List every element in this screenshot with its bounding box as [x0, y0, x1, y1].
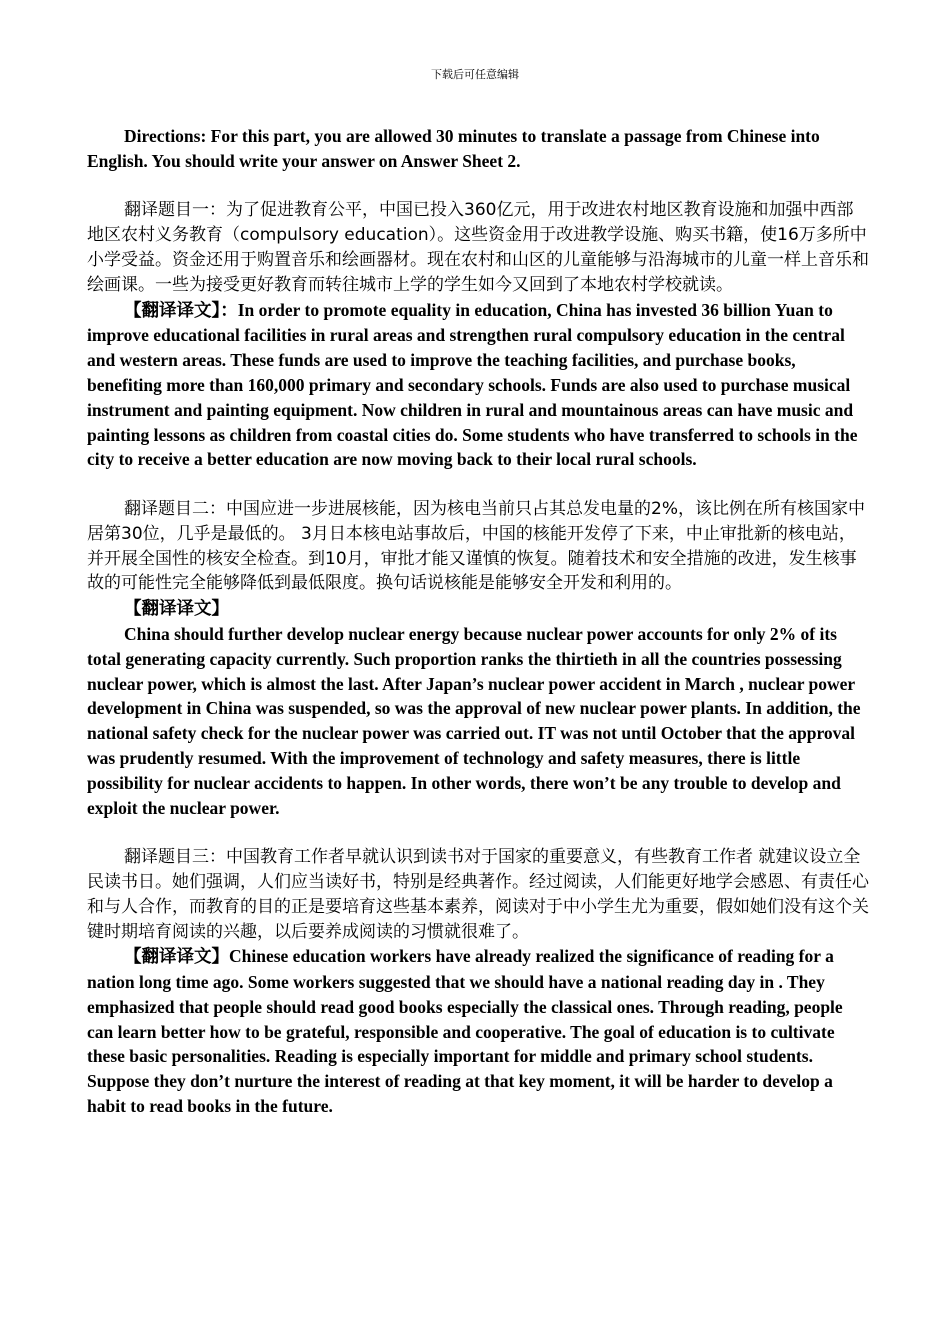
question-1-prompt: 翻译题目一：为了促进教育公平，中国已投入360亿元，用于改进农村地区教育设施和加强中西部地区农村义务教育（compulsory education）。这些资金用于改进教学设施、购买书籍，使16万多所中小学受益。资金还用于购置音乐和绘画器材。现在农村和山区的儿童能够与沿海城市的儿童一样上音乐和绘画课。一些为接受更好教育而转往城市上学的学生如今又回到了本地农村学校就读。: [87, 200, 869, 295]
question-3-prompt: 翻译题目三：中国教育工作者早就认识到读书对于国家的重要意义，有些教育工作者 就建议设立全民读书日。她们强调，人们应当读好书，特别是经典著作。经过阅读，人们能更好地学会感恩、有责任心和与人合作，而教育的目的正是要培育这些基本素养，阅读对于中小学生尤为重要，假如她们没有这个关键时期培育阅读的兴趣，以后要养成阅读的习惯就很难了。: [87, 847, 869, 942]
question-2-answer: China should further develop nuclear energy because nuclear power accounts for only 2% of its total generating capacity currently. Such proportion ranks the thirtieth in all the countries possessing nuclear power, which is almost the last. After Japan’s nuclear power accident in March , nuclear power development in China was suspended, so was the approval of new nuclear power plants. In addition, the national safety check for the nuclear power was carried out. IT was not until October that the approval was prudently resumed. With the improvement of technology and safety measures, there is little possibility for nuclear accidents to happen. In other words, there won’t be any trouble to develop and exploit the nuclear power.: [87, 623, 861, 818]
label-colon: ：: [220, 300, 238, 321]
question-1-answer: [87, 298, 869, 473]
question-3-answer: [87, 944, 869, 1119]
translation-label: 【翻译译文】: [124, 300, 221, 321]
translation-label: 【翻译译文】: [124, 947, 229, 968]
answer-text: Chinese education workers have already realized the significance of reading for a nation long time ago. Some workers suggested that we should have a national reading day in . They emphasized that people should read good books especially the classical ones. Through reading, people can learn better how to be grateful, responsible and cooperative. The goal of education is to cultivate these basic personalities. Reading is especially important for middle and primary school students. Suppose they don’t nurture the interest of reading at that key moment, it will be harder to develop a habit to read books in the future.: [87, 946, 843, 1117]
question-2-prompt: 翻译题目二：中国应进一步进展核能，因为核电当前只占其总发电量的2%，该比例在所有核国家中居第30位，几乎是最低的。 3月日本核电站事故后，中国的核能开发停了下来，中止审批新的核电站，并开展全国性的核安全检查。到10月，审批才能又谨慎的恢复。随着技术和安全措施的改进，发生核事故的可能性完全能够降低到最低限度。换句话说核能是能够安全开发和利用的。: [87, 498, 865, 594]
question-2-label: [87, 596, 869, 622]
document-body: [87, 124, 869, 1119]
directions-text: Directions: For this part, you are allowed 30 minutes to translate a passage from Chinese into English. You should write your answer on Answer Sheet 2.: [87, 126, 820, 171]
answer-text: In order to promote equality in education, China has invested 36 billion Yuan to improve educational facilities in rural areas and strengthen rural compulsory education in the central and western areas. These funds are used to improve the teaching facilities, and purchase books, benefiting more than 160,000 primary and secondary schools. Funds are also used to purchase musical instrument and painting equipment. Now children in rural and mountainous areas can have music and painting lessons as children from coastal cities do. Some students who have transferred to schools in the city to receive a better education are now moving back to their local rural schools.: [87, 299, 858, 470]
page-header: 下载后可任意编辑: [431, 68, 519, 81]
translation-label: 【翻译译文】: [124, 599, 229, 620]
